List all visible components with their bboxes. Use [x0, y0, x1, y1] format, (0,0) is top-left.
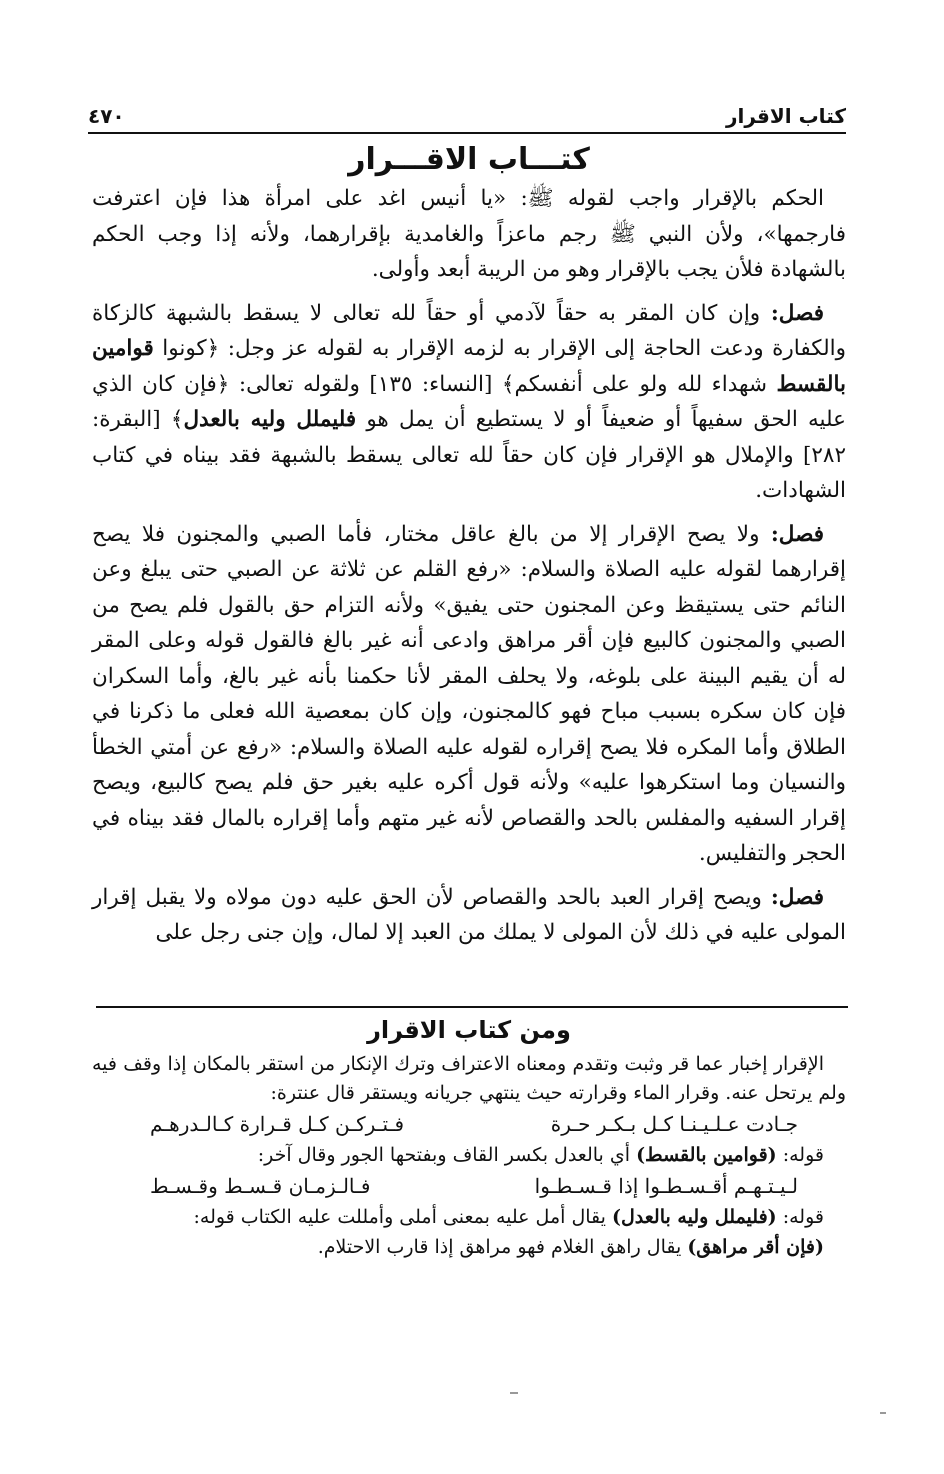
verse-hemistich-first: جـادت عـلـيـنـا كـل بـكـر حـرة: [550, 1112, 798, 1136]
paragraph-text: شهداء لله ولو على أنفسكم﴾ [النساء: ١٣٥] ولقوله تعالى: ﴿فإن كان الذي عليه الحق سفيهاً أو ضعيفاً أو لا يستطيع أن يمل هو: [92, 371, 846, 432]
note-text: يقال راهق الغلام فهو مراهق إذا قارب الاحتلام.: [317, 1236, 688, 1258]
note-line: [92, 1140, 846, 1170]
note-paragraph: الإقرار إخبار عما قر وثبت وتقدم ومعناه الاعتراف وترك الإنكار من استقر بالمكان إذا وقف فيه ولم يرتحل عنه. وقرار الماء وقرارته حيث ينتهي جريانه ويستقر قال عنترة:: [92, 1053, 846, 1104]
note-keyword: (فإن أقر مراهق): [687, 1236, 824, 1258]
poetry-verse: [92, 1170, 846, 1202]
main-text: [92, 142, 846, 959]
note-text: يقال أمل عليه بمعنى أملى وأمللت عليه الكتاب قوله:: [193, 1206, 612, 1228]
chapter-title: كتـــاب الاقـــرار: [348, 142, 590, 177]
page-number: ٤٧٠: [88, 104, 125, 128]
fasl-label: فصل:: [770, 300, 824, 326]
scan-speck: [880, 1412, 886, 1414]
quran-phrase: قوامين بالقسط: [92, 336, 846, 397]
note-text: أي بالعدل بكسر القاف وبفتحها الجور وقال آخر:: [257, 1144, 637, 1166]
paragraph-intro: الحكم بالإقرار واجب لقوله ﷺ: «يا أنيس اغد على امرأة هذا فإن اعترفت فارجمها»، ولأن النبي ﷺ رجم ماعزاً والغامدية بإقرارهما، ولأنه إذا وجب الحكم بالشهادة فلأن يجب بالإقرار وهو من الريبة أبعد وأولى.: [92, 186, 846, 282]
header-rule: [88, 132, 846, 134]
paragraph-text: ولا يصح الإقرار إلا من بالغ عاقل مختار، فأما الصبي والمجنون فلا يصح إقرارهما لقوله عليه الصلاة والسلام: «رفع القلم عن ثلاثة عن الصبي حتى يبلغ وعن النائم حتى يستيقظ وعن المجنون حتى يفيق» ولأنه التزام حق بالقول فلم يصح من الصبي والمجنون كالبيع فإن أقر مراهق وادعى أنه غير بالغ فالقول قوله وعلى المقر له أن يقيم البينة على بلوغه، ولا يحلف المقر لأنا حكمنا بأنه غير بالغ، وأما السكران فإن كان سكره بسبب مباح فهو كالمجنون، وإن كان بمعصية الله فعلى ما ذكرنا في الطلاق وأما المكره فلا يصح إقراره لقوله عليه الصلاة والسلام: «رفع عن أمتي الخطأ والنسيان وما استكرهوا عليه» ولأنه قول أكره عليه بغير حق فلم يصح كالبيع، ويصح إقرار السفيه والمفلس بالحد والقصاص لأنه غير متهم وأما إقراره بالمال فقد بيناه في الحجر والتفليس.: [92, 521, 846, 866]
paragraph-text: ﴾ [البقرة: ٢٨٢] والإملال هو الإقرار فإن كان حقاً لله تعالى يسقط بالشبهة فقد بيناه في كتاب الشهادات.: [92, 407, 846, 503]
running-head: [88, 88, 846, 128]
note-line: [92, 1232, 846, 1262]
notes-section: [92, 1016, 846, 1262]
verse-hemistich-first: لـيـتـهـم أقـسـطـوا إذا قـسـطـوا: [534, 1174, 798, 1198]
verse-hemistich-second: فـتـركـن كـل قـرارة كـالـدرهـم: [150, 1112, 405, 1136]
fasl-label: فصل:: [770, 884, 824, 910]
paragraph-fasl-2: [92, 517, 846, 872]
paragraph-text: ويصح إقرار العبد بالحد والقصاص لأن الحق عليه دون مولاه ولا يقبل إقرار المولى عليه في ذلك لأن المولى لا يملك من العبد إلا لمال، وإن جنى رجل على: [92, 884, 846, 945]
note-line: [92, 1202, 846, 1232]
poetry-verse: [92, 1108, 846, 1140]
running-title: كتاب الاقرار: [725, 104, 846, 128]
paragraph-fasl-1: [92, 296, 846, 509]
scan-speck: [510, 1392, 518, 1394]
quran-phrase: فليملل وليه بالعدل: [183, 407, 357, 432]
fasl-label: فصل:: [770, 521, 824, 547]
notes-separator: [96, 1006, 848, 1008]
paragraph-text: وإن كان المقر به حقاً لآدمي أو حقاً لله تعالى لا يسقط بالشبهة كالزكاة والكفارة ودعت الحاجة إلى الإقرار به لزمه الإقرار به لقوله عز وجل: ﴿كونوا: [92, 300, 846, 361]
note-keyword: (فليملل وليه بالعدل): [611, 1206, 777, 1228]
note-text: قوله:: [776, 1206, 824, 1228]
notes-title: ومن كتاب الاقرار: [367, 1016, 571, 1044]
note-text: قوله:: [776, 1144, 824, 1166]
paragraph-fasl-3: [92, 880, 846, 951]
verse-hemistich-second: فـالـزمـان قـسـط وقـسـط: [150, 1174, 371, 1198]
note-keyword: (قوامين بالقسط): [636, 1144, 777, 1166]
